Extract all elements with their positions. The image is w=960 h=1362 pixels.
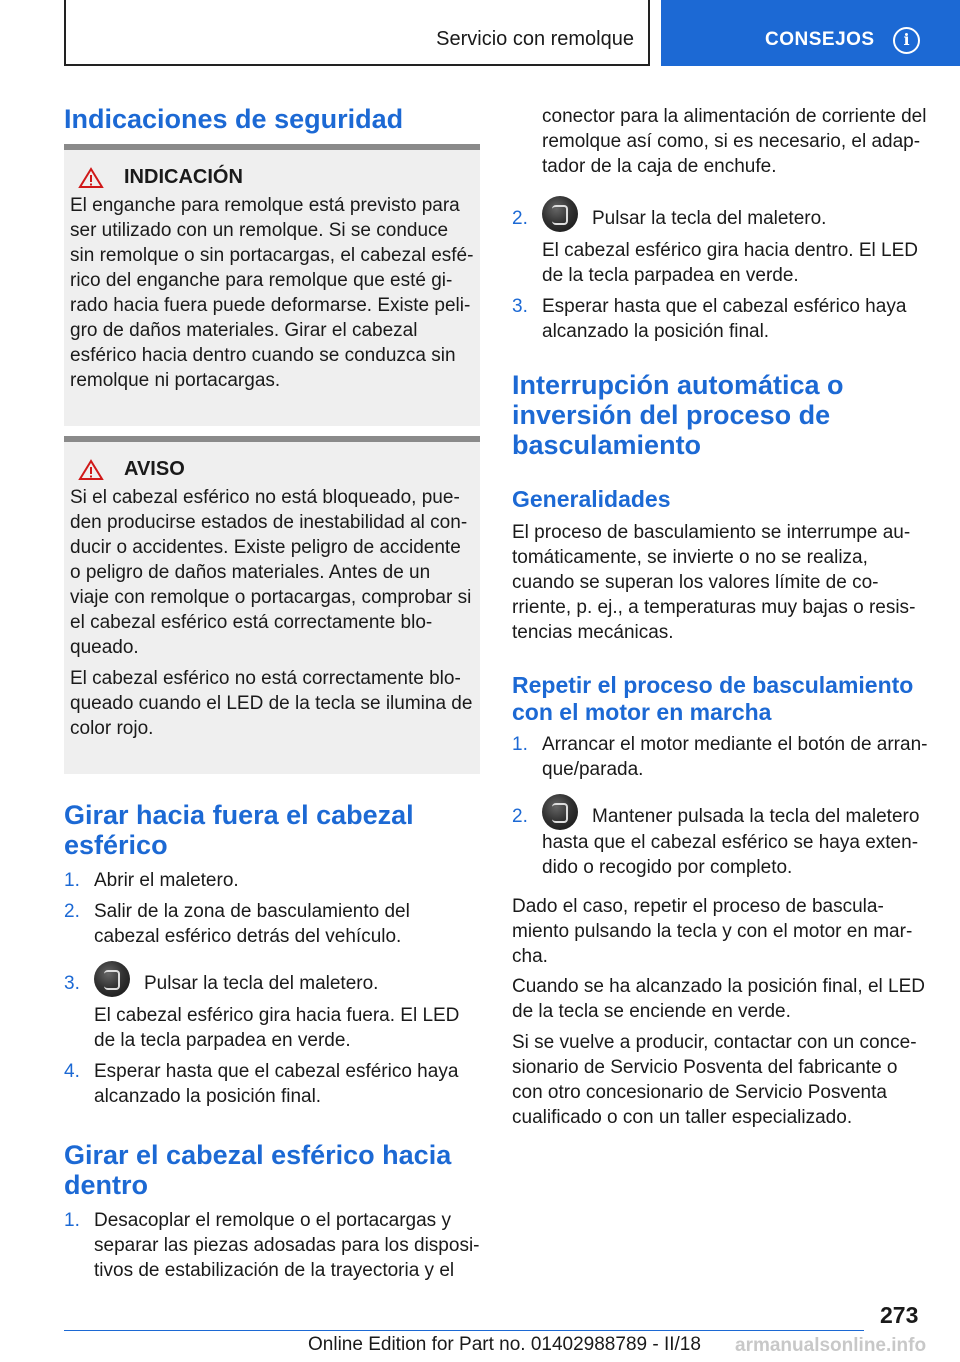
step-text: Desacoplar el remolque o el portacargas y separar las piezas adosadas para los dispositivos de estabilización de la trayectoria y el [94, 1210, 480, 1281]
info-icon: i [893, 27, 920, 54]
footer-divider [64, 1330, 864, 1331]
chapter-title: CONSEJOS [765, 29, 875, 50]
trunk-button-icon [542, 196, 578, 232]
warning-text-2: El cabezal esférico no está correctamente bloqueado cuando el LED de la tecla se ilumina de color rojo. [70, 668, 473, 739]
general-heading: Generalidades [512, 486, 671, 512]
step-text: Esperar hasta que el cabezal esférico haya alcanzado la posición final. [542, 296, 907, 342]
step-text: Salir de la zona de basculamiento del cabezal esférico detrás del vehículo. [94, 901, 410, 947]
header-chapter-tab[interactable] [661, 0, 960, 66]
note-text: El enganche para remolque está previsto para ser utilizado con un remolque. Si se conduce sin remolque o sin portacargas, el cabezal esférico del enganche para remolque que esté girado hacia fuera puede deformarse. Existe peligro de daños materiales. Girar el cabezal esférico hacia dentro cuando se conduzca sin remolque ni portacargas. [70, 195, 474, 391]
list-item [64, 868, 480, 893]
note-title: INDICACIÓN [124, 166, 243, 188]
list-item [64, 1208, 480, 1283]
step-number: 1. [64, 1210, 80, 1231]
step-subtext: El cabezal esférico gira hacia dentro. El LED de la tecla parpadea en verde. [542, 240, 918, 286]
step-text: Mantener pulsada la tecla del maletero hasta que el cabezal esférico se haya extendido o recogido por completo. [542, 806, 920, 878]
section-title: Servicio con remolque [436, 28, 634, 50]
step-number: 3. [512, 296, 528, 317]
step-number: 2. [64, 901, 80, 922]
safety-heading: Indicaciones de seguridad [64, 104, 404, 134]
warning-title: AVISO [124, 458, 185, 480]
step-text: Abrir el maletero. [94, 870, 239, 891]
continued-text: conector para la alimentación de corriente del remolque así como, si es necesario, el adaptador de la caja de enchufe. [542, 106, 927, 177]
note-box [64, 144, 480, 426]
step-text: Arrancar el motor mediante el botón de arranque/parada. [542, 734, 928, 780]
step-number: 4. [64, 1061, 80, 1082]
list-item [512, 294, 928, 344]
note-title-row [78, 166, 474, 189]
warning-triangle-icon [78, 459, 104, 481]
step-number: 1. [64, 870, 80, 891]
step-text: Pulsar la tecla del maletero. [144, 973, 379, 994]
trunk-button-icon [542, 794, 578, 830]
header-section-box [64, 0, 650, 66]
list-item [64, 1059, 480, 1109]
in-steps-list [64, 1208, 480, 1283]
warning-triangle-icon [78, 167, 104, 189]
step-subtext: El cabezal esférico gira hacia fuera. El LED de la tecla parpadea en verde. [94, 1005, 460, 1051]
warning-text-1: Si el cabezal esférico no está bloqueado, pueden producirse estados de inestabilidad al conducir o accidentes. Existe peligro de accidente o peligro de daños materiales. Antes de un viaje con remolque o portacargas, comprobar si el cabezal esférico está correctamente bloqueado. [70, 487, 472, 658]
list-item [512, 732, 928, 782]
list-item [512, 196, 928, 288]
out-steps-list [64, 868, 480, 1109]
repeat-heading: Repetir el proceso de basculamiento con el motor en marcha [512, 672, 914, 725]
in-steps-list-cont [512, 196, 928, 344]
step-text: Esperar hasta que el cabezal esférico haya alcanzado la posición final. [94, 1061, 459, 1107]
step-number: 3. [64, 973, 80, 994]
warning-title-row [78, 458, 474, 481]
list-item [64, 961, 480, 1053]
warning-box [64, 436, 480, 774]
repeat-text-3: Si se vuelve a producir, contactar con un concesionario de Servicio Posventa del fabricante o con otro concesionario de Servicio Posventa cualificado o con un taller especializado. [512, 1032, 917, 1128]
trunk-button-icon [94, 961, 130, 997]
out-heading: Girar hacia fuera el cabezal esférico [64, 800, 414, 860]
step-text: Pulsar la tecla del maletero. [592, 208, 827, 229]
general-text: El proceso de basculamiento se interrumpe automáticamente, se invierte o no se realiza, cuando se superan los valores límite de corriente, p. ej., a temperaturas muy bajas o resistencias mecánicas. [512, 522, 916, 643]
step-number: 2. [512, 208, 528, 229]
page-number: 273 [880, 1302, 919, 1328]
interrupt-heading: Interrupción automática o inversión del proceso de basculamiento [512, 370, 844, 460]
list-item [64, 899, 480, 949]
footer-watermark: armanualsonline.info [735, 1335, 927, 1356]
step-number: 1. [512, 734, 528, 755]
repeat-text-2: Cuando se ha alcanzado la posición final, el LED de la tecla se enciende en verde. [512, 976, 925, 1022]
list-item [512, 794, 928, 880]
repeat-steps-list [512, 732, 928, 880]
repeat-text-1: Dado el caso, repetir el proceso de basculamiento pulsando la tecla y con el motor en marcha. [512, 896, 913, 967]
footer-edition: Online Edition for Part no. 01402988789 - II/18 [308, 1334, 701, 1355]
step-number: 2. [512, 806, 528, 827]
in-heading: Girar el cabezal esférico hacia dentro [64, 1140, 452, 1200]
